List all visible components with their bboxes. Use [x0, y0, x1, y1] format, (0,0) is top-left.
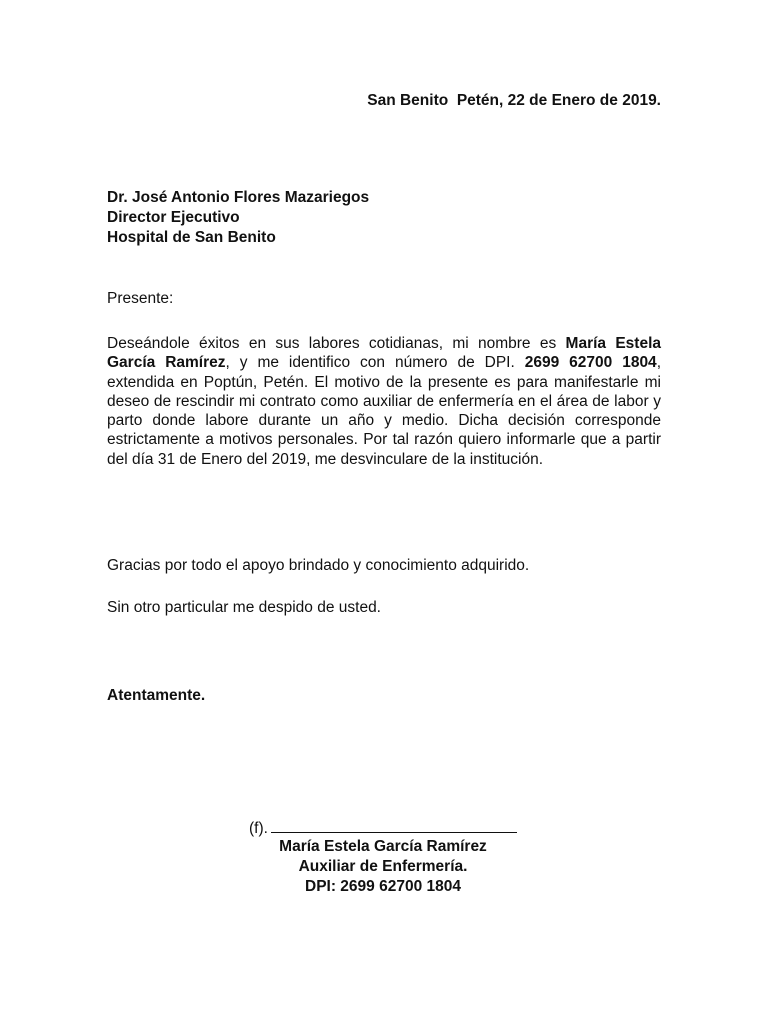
body-text-part3: , extendida en Poptún, Petén. El motivo de la presente es para manifestarle mi deseo de rescindir mi contrato como auxiliar de enfermería en el área de labor y parto donde labore durante un año y medio. Dicha decisión corresponde estrictamente a motivos personales. Por tal razón quiero informarle que a partir del día 31 de Enero del 2019, me desvinculare de la institución.: [107, 354, 661, 468]
farewell-line: Sin otro particular me despido de usted.: [107, 599, 381, 616]
body-text-part1: Deseándole éxitos en sus labores cotidianas, mi nombre es: [107, 335, 566, 352]
signer-name: María Estela García Ramírez: [279, 838, 487, 855]
greeting: Presente:: [107, 290, 174, 307]
signature-block: [249, 837, 517, 897]
recipient-position: Director Ejecutivo: [107, 209, 240, 226]
dpi-number-bold: 2699 62700 1804: [524, 354, 657, 372]
signer-title: Auxiliar de Enfermería.: [298, 858, 468, 875]
place-date: San Benito Petén, 22 de Enero de 2019.: [367, 92, 661, 109]
closing: Atentamente.: [107, 687, 206, 704]
signature-prefix: (f).: [249, 820, 268, 837]
thanks-line: Gracias por todo el apoyo brindado y conocimiento adquirido.: [107, 557, 530, 574]
body-text-part2: , y me identifico con número de DPI.: [225, 354, 525, 372]
signature-rule: [271, 818, 517, 833]
letter-body: [107, 334, 661, 469]
recipient-institution: Hospital de San Benito: [107, 229, 276, 246]
recipient-block: [107, 188, 369, 248]
signature-line: [249, 818, 517, 838]
recipient-name: Dr. José Antonio Flores Mazariegos: [107, 189, 370, 206]
sender-name-bold: María Estela García Ramírez: [107, 335, 661, 372]
signer-dpi: DPI: 2699 62700 1804: [305, 878, 461, 895]
